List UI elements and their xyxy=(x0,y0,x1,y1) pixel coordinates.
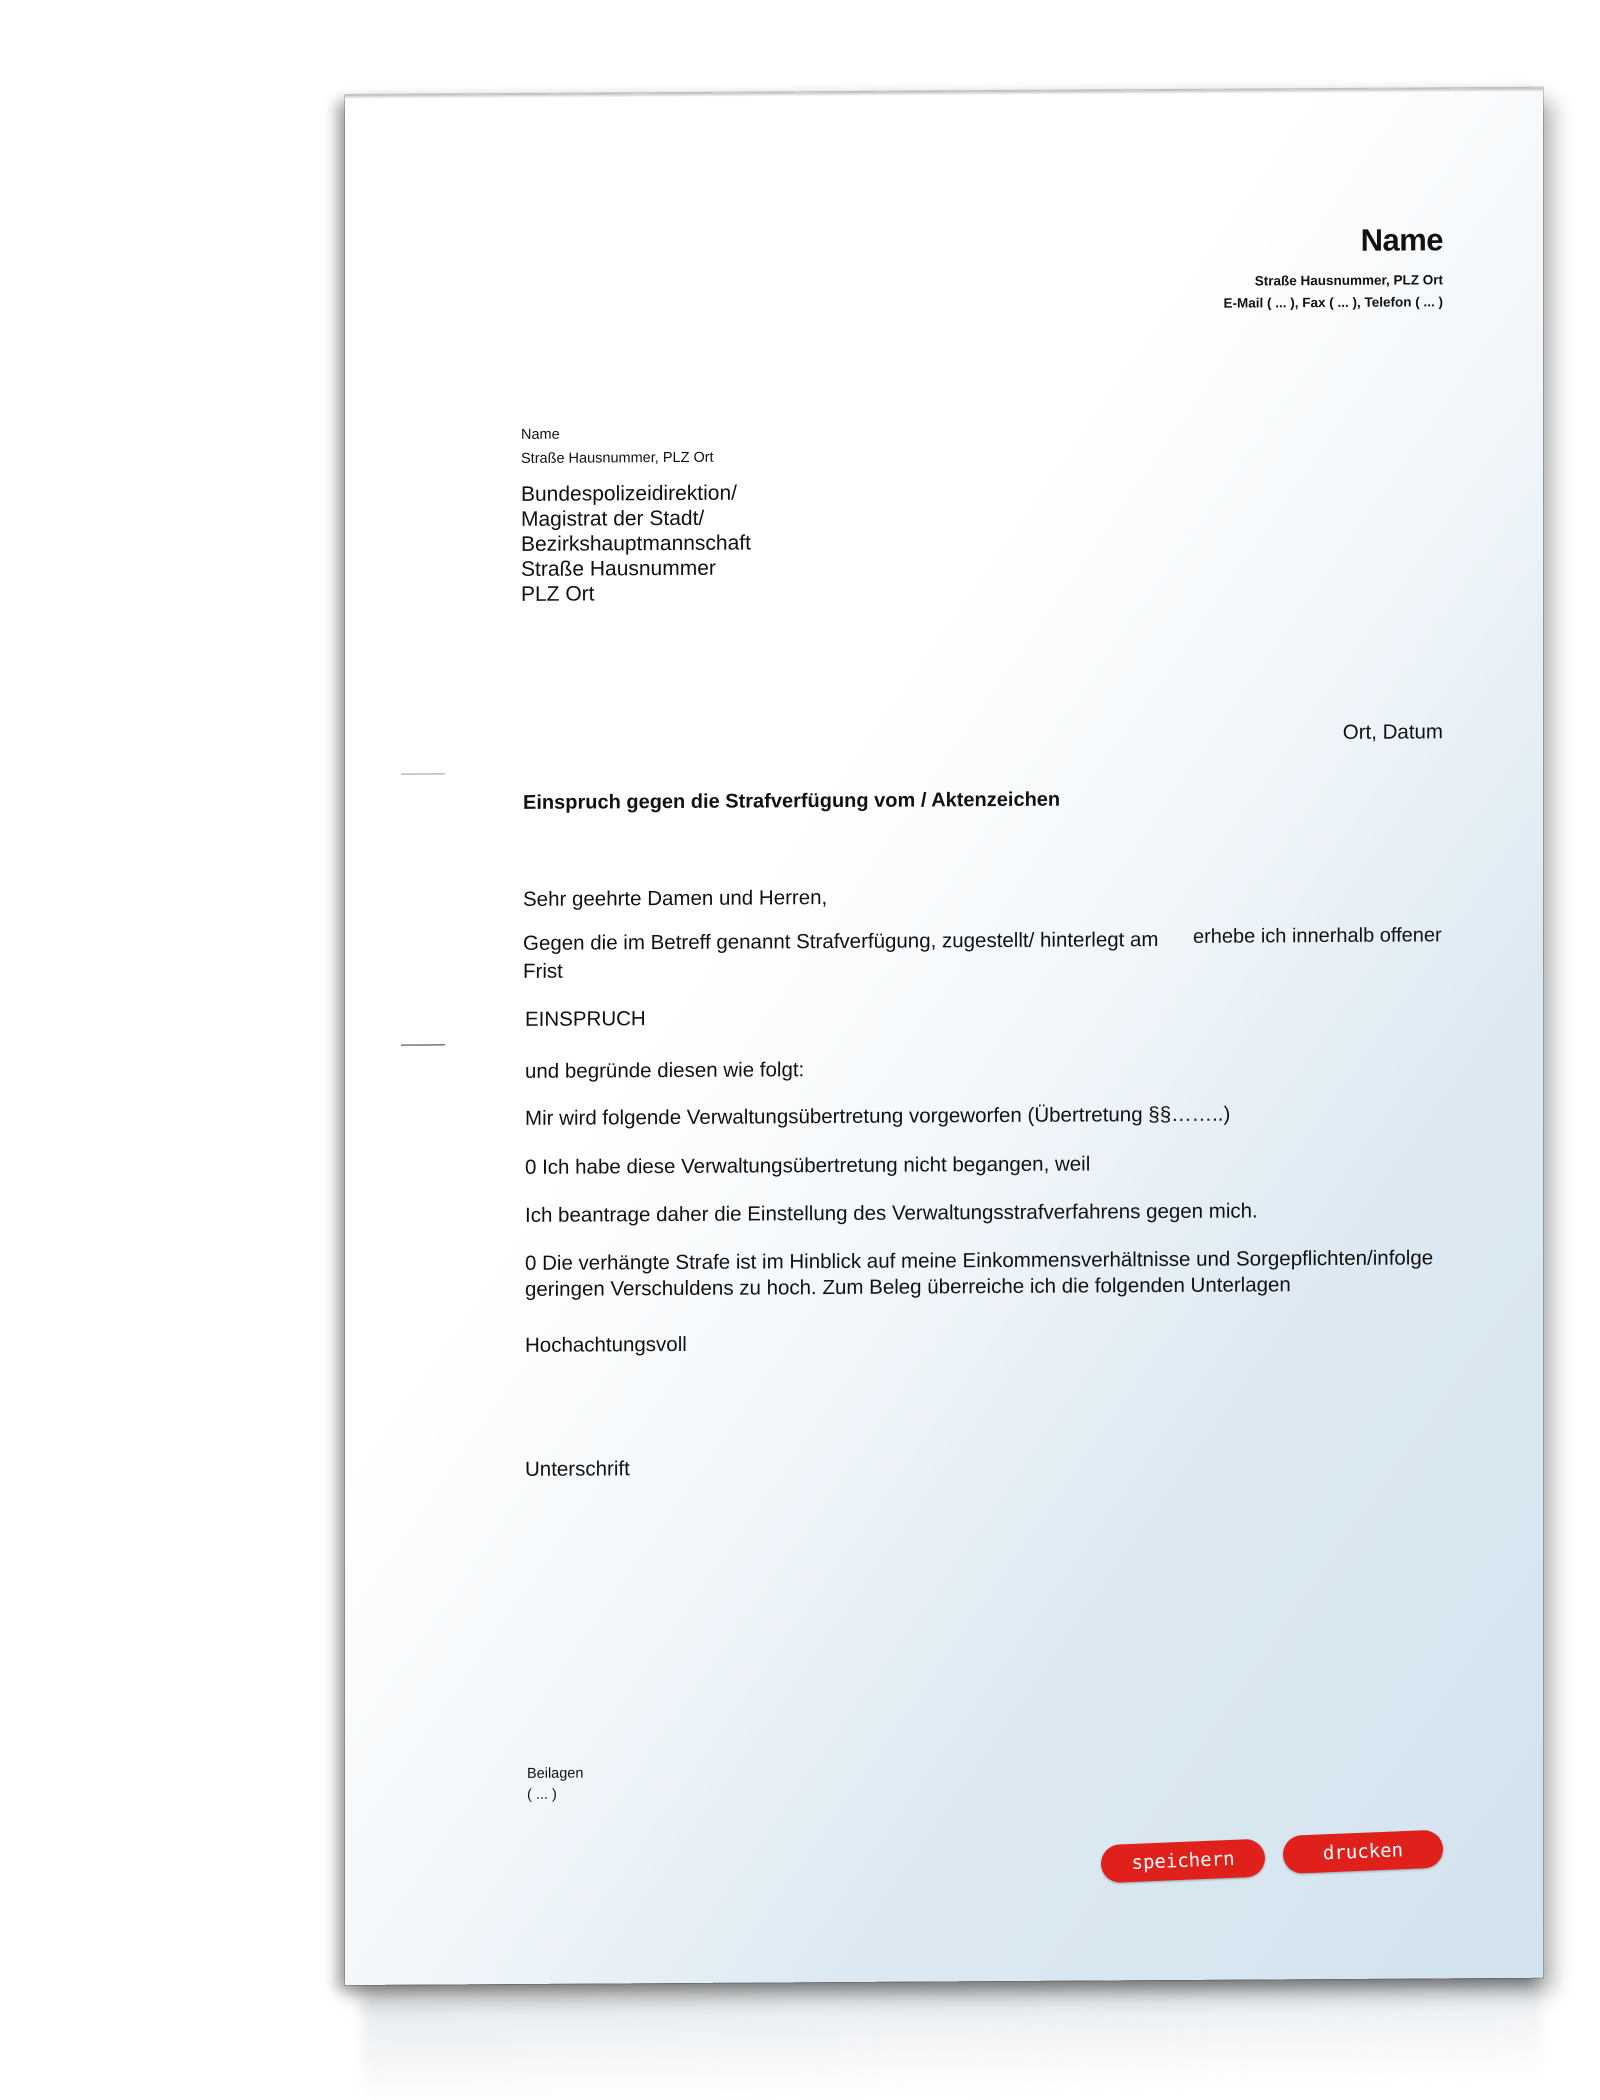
recipient-address xyxy=(521,481,751,607)
intro-text-end: Frist xyxy=(523,959,563,983)
recipient-line: PLZ Ort xyxy=(521,582,595,606)
return-address-name: Name xyxy=(521,426,560,443)
sender-contact: E-Mail ( ... ), Fax ( ... ), Telefon ( ... ) xyxy=(1223,294,1443,311)
salutation: Sehr geehrte Damen und Herren, xyxy=(523,886,828,911)
recipient-line: Straße Hausnummer xyxy=(521,556,716,581)
print-button[interactable]: drucken xyxy=(1282,1830,1443,1875)
subject-line: Einspruch gegen die Strafverfügung vom / Aktenzeichen xyxy=(523,788,1061,814)
objection-heading: EINSPRUCH xyxy=(525,1007,646,1031)
save-button[interactable]: speichern xyxy=(1100,1839,1265,1884)
recipient-line: Bundespolizeidirektion/ xyxy=(521,481,737,506)
sender-address: Straße Hausnummer, PLZ Ort xyxy=(1254,272,1443,289)
option-not-committed: 0 Ich habe diese Verwaltungsübertretung nicht begangen, weil xyxy=(525,1152,1091,1179)
recipient-line: Bezirkshauptmannschaft xyxy=(521,531,751,556)
fold-mark xyxy=(401,773,445,774)
signature: Unterschrift xyxy=(525,1457,630,1481)
intro-text: Gegen die im Betreff genannt Strafverfügung, zugestellt/ hinterlegt am xyxy=(523,928,1159,955)
intro-text-continued: erhebe ich innerhalb offener xyxy=(1193,924,1442,948)
request-text: Ich beantrage daher die Einstellung des Verwaltungsstrafverfahrens gegen mich. xyxy=(525,1199,1258,1227)
recipient-line: Magistrat der Stadt/ xyxy=(521,506,705,531)
place-date: Ort, Datum xyxy=(1342,720,1443,744)
reason-intro: und begründe diesen wie folgt: xyxy=(525,1058,805,1083)
attachments-list: ( ... ) xyxy=(527,1786,557,1803)
page-reflection xyxy=(362,1971,1542,2100)
option-penalty-too-high-cont: geringen Verschuldens zu hoch. Zum Beleg überreiche ich die folgenden Unterlagen xyxy=(525,1273,1291,1301)
sender-name: Name xyxy=(1360,222,1443,258)
punch-mark xyxy=(401,1044,445,1045)
page-edge xyxy=(345,88,1543,99)
accusation-text: Mir wird folgende Verwaltungsübertretung vorgeworfen (Übertretung §§……..) xyxy=(525,1102,1231,1130)
letter-page xyxy=(345,88,1543,1985)
return-address-street: Straße Hausnummer, PLZ Ort xyxy=(521,449,714,467)
option-penalty-too-high: 0 Die verhängte Strafe ist im Hinblick auf meine Einkommensverhältnisse und Sorgepflichten/infolge xyxy=(525,1246,1434,1275)
closing: Hochachtungsvoll xyxy=(525,1332,687,1357)
attachments-label: Beilagen xyxy=(527,1765,584,1782)
